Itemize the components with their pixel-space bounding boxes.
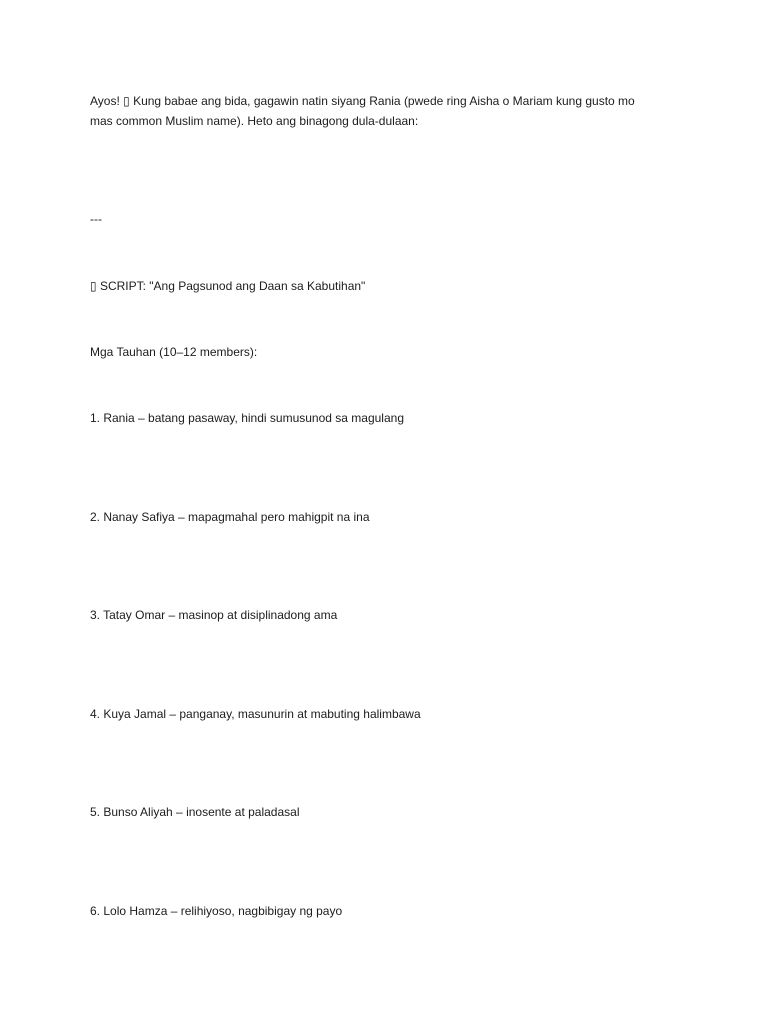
script-title: ▯ SCRIPT: "Ang Pagsunod ang Daan sa Kabutihan" (90, 279, 366, 293)
cast-list-item: 3. Tatay Omar – masinop at disiplinadong ama (90, 608, 338, 622)
cast-list-item: 5. Bunso Aliyah – inosente at paladasal (90, 805, 300, 819)
section-separator: --- (90, 212, 102, 226)
cast-list-item: 1. Rania – batang pasaway, hindi sumusunod sa magulang (90, 411, 404, 425)
cast-heading: Mga Tauhan (10–12 members): (90, 345, 258, 359)
cast-list-item: 6. Lolo Hamza – relihiyoso, nagbibigay ng payo (90, 904, 343, 918)
cast-list-item: 2. Nanay Safiya – mapagmahal pero mahigpit na ina (90, 510, 370, 524)
intro-paragraph-line: mas common Muslim name). Heto ang binagong dula-dulaan: (90, 114, 419, 128)
intro-paragraph-line: Ayos! ▯ Kung babae ang bida, gagawin natin siyang Rania (pwede ring Aisha o Mariam kung gusto mo (90, 94, 635, 108)
cast-list-item: 4. Kuya Jamal – panganay, masunurin at mabuting halimbawa (90, 707, 421, 721)
